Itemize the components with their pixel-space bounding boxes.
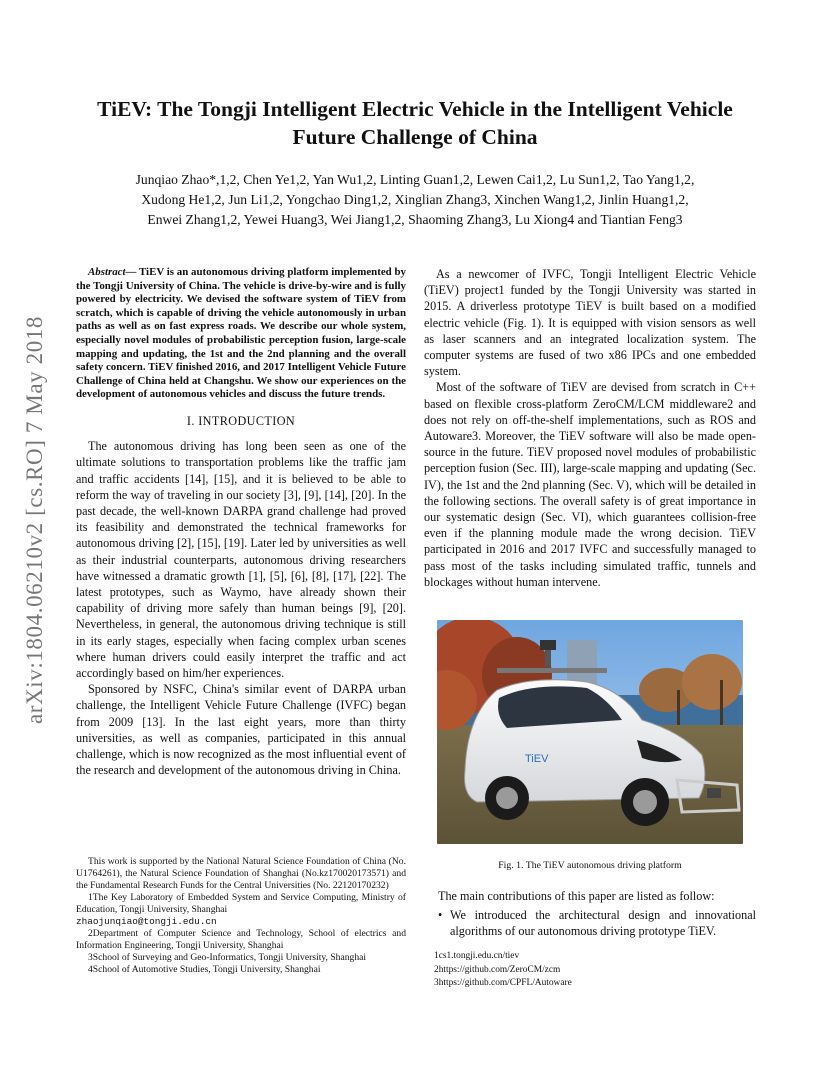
abstract	[76, 266, 406, 402]
right-paragraph-2: Most of the software of TiEV are devised from scratch in C++ based on flexible cross-platform ZeroCM/LCM middleware2 and does not rely on off-the-shelf implementations, such as ROS and Autoware3. Moreover, the TiEV software will also be made open-source in the future. TiEV proposed novel modules of probabilistic perception fusion (Sec. III), large-scale mapping and updating (Sec. IV), the 1st and the 2nd planning (Sec. V), which will be detailed in the following sections. The overall safety is of great importance in our systematic design (Sec. VI), which guarantees collision-free even if the planning module made the wrong decision. TiEV participated in 2016 and 2017 IVFC and successfully managed to pass most of the tasks including simulated traffic, tunnels and blockages without human intervene.	[424, 380, 756, 589]
contributions	[438, 888, 756, 940]
paper-title: TiEV: The Tongji Intelligent Electric Vehicle in the Intelligent Vehicle Future Challenge of China	[97, 97, 733, 149]
arxiv-sidebar-stamp	[14, 260, 56, 780]
right-paragraph-1: As a newcomer of IVFC, Tongji Intelligent Electric Vehicle (TiEV) project1 funded by the Tongji University was started in 2015. A driverless prototype TiEV is built based on a modified electric vehicle (Fig. 1). It is equipped with vision sensors as well as laser scanners and an integrated localization system. The computer systems are fused of two x86 IPCs and one embedded system.	[424, 267, 756, 379]
abstract-text: — TiEV is an autonomous driving platform implemented by the Tongji University of China. The vehicle is drive-by-wire and is fully powered by electricity. We devised the software system of TiEV from scratch, which is capable of driving the vehicle autonomously in urban paths as well as on fast express roads. We describe our whole system, especially novel modules of probabilistic perception fusion, large-scale mapping and updating, the 1st and the 2nd planning and the overall safety concern. TiEV finished 2016, and 2017 Intelligent Vehicle Future Challenge of China held at Changshu. We show our experiences on the development of autonomous vehicles and discuss the future trends.	[76, 266, 406, 401]
bullet-icon: •	[438, 908, 443, 923]
intro-paragraph-1: The autonomous driving has long been seen as one of the ultimate solutions to transportation problems like the traffic jam and traffic accidents [14], [15], and it is believed to be able to reform the way of traveling in our society [3], [9], [14], [20]. In the past decade, the well-known DARPA grand challenge had proved its feasibility and demonstrated the technical frameworks for autonomous driving [2], [15], [19]. Later led by universities as well as their industrial counterparts, autonomous driving researchers have witnessed a dramatic growth [1], [5], [6], [8], [17], [22]. The latest prototypes, such as Waymo, have already shown their capability of driving more safely than human beings [9], [20]. Nevertheless, in general, the autonomous driving technique is still in its early stages, especially when facing complex urban scenes where human drivers could easily interpret the traffic and act accordingly based on him/her experiences.	[76, 439, 406, 680]
vehicle-photo-illustration	[437, 620, 743, 844]
footnote-email[interactable]: zhaojunqiao@tongji.edu.cn	[76, 916, 217, 927]
car-decal: TiEV	[525, 753, 549, 765]
footnote-support: This work is supported by the National Natural Science Foundation of China (No. U1764261), the Natural Science Foundation of Shanghai (No.kz170020173571) and the Fundamental Research Funds for the Central Universities (No. 22120170232)	[76, 856, 406, 891]
authors-line-1: Junqiao Zhao*,1,2, Chen Ye1,2, Yan Wu1,2, Linting Guan1,2, Lewen Cai1,2, Lu Sun1,2, Tao Yang1,2,	[135, 172, 695, 187]
authors-line-2: Xudong He1,2, Jun Li1,2, Yongchao Ding1,2, Xinglian Zhang3, Xinchen Wang1,2, Jinlin Huang1,2,	[141, 192, 689, 207]
abstract-label: Abstract	[88, 266, 126, 278]
contributions-intro: The main contributions of this paper are listed as follow:	[438, 889, 715, 903]
front-lidar	[707, 788, 721, 798]
right-footnotes	[434, 950, 754, 991]
lidar-sensor	[540, 640, 556, 650]
figure-tiev-photo	[437, 620, 743, 844]
footnote-3: 3School of Surveying and Geo-Informatics, Tongji University, Shanghai	[88, 952, 367, 963]
author-list	[70, 170, 760, 230]
roof-rack	[497, 668, 607, 673]
authors-line-3: Enwei Zhang1,2, Yewei Huang3, Wei Jiang1,2, Shaoming Zhang3, Lu Xiong4 and Tiantian Feng3	[147, 212, 683, 227]
section-heading-introduction: I. INTRODUCTION	[186, 413, 296, 428]
figure-caption: Fig. 1. The TiEV autonomous driving platform	[498, 860, 682, 871]
building	[567, 640, 597, 685]
left-footnotes	[76, 856, 406, 976]
footnote-url-3[interactable]: 3https://github.com/CPFL/Autoware	[434, 978, 572, 989]
intro-paragraph-2: Sponsored by NSFC, China's similar event of DARPA urban challenge, the Intelligent Vehicle Future Challenge (IVFC) began from 2009 [13]. In the last eight years, more than thirty universities, as well as companies, participated in this annual challenge, which is now recognized as the most influential event of the research and development of the autonomous driving in China.	[76, 682, 406, 778]
footnote-1: 1The Key Laboratory of Embedded System and Service Computing, Ministry of Education, Tongji University, Shanghai	[76, 892, 406, 915]
right-column	[424, 266, 756, 590]
footnote-url-1[interactable]: 1cs1.tongji.edu.cn/tiev	[434, 951, 520, 961]
left-column	[76, 266, 406, 778]
contribution-text: We introduced the architectural design and innovational algorithms of our autonomous driving prototype TiEV.	[450, 908, 756, 939]
footnote-url-2[interactable]: 2https://github.com/ZeroCM/zcm	[434, 964, 561, 975]
footnote-4: 4School of Automotive Studies, Tongji University, Shanghai	[88, 964, 321, 975]
footnote-2: 2Department of Computer Science and Technology, School of electrics and Information Engineering, Tongji University, Shanghai	[76, 928, 406, 951]
arxiv-id: arXiv:1804.06210v2 [cs.RO] 7 May 2018	[22, 315, 47, 725]
contribution-item	[438, 907, 756, 939]
